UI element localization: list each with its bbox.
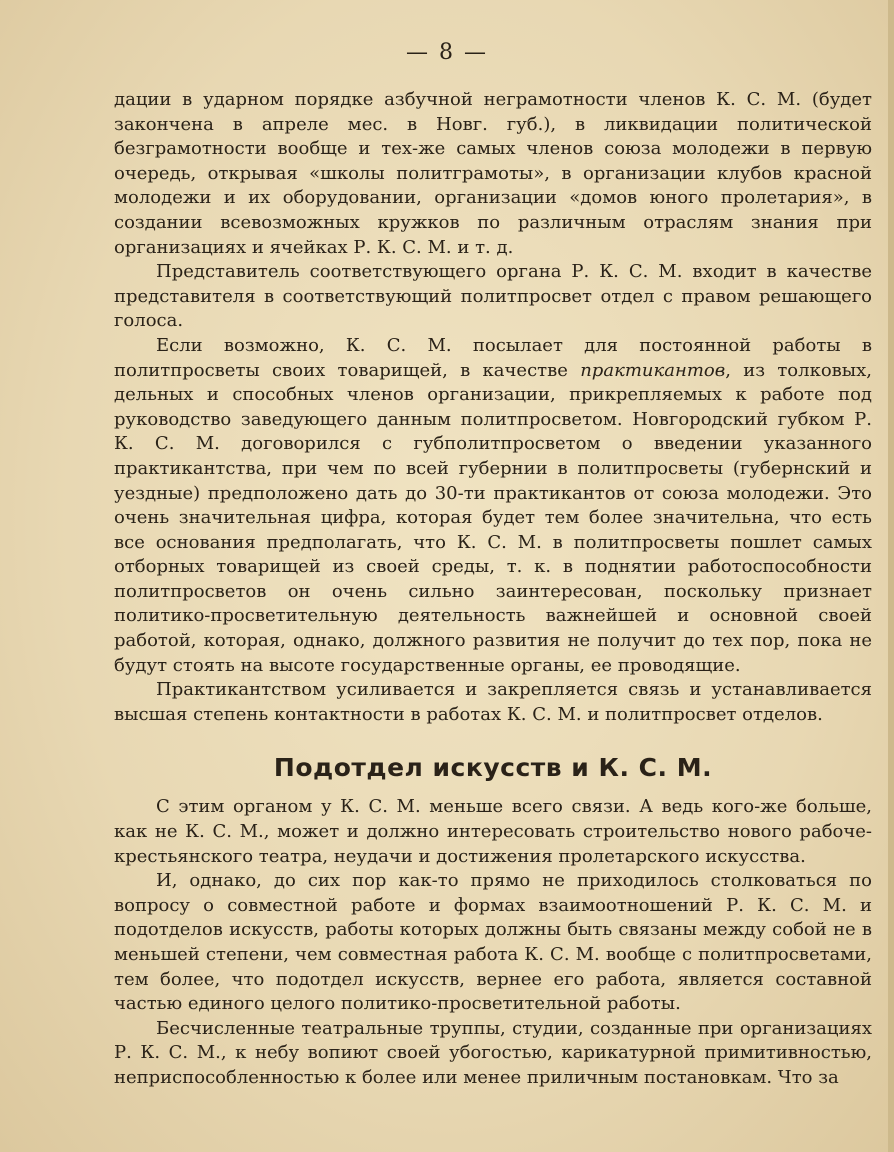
emphasized-text: практикантов xyxy=(580,359,726,381)
paragraph xyxy=(114,678,872,727)
paragraph-text: Бесчисленные театральные труппы, студии, созданные при организациях Р. К. С. М., к небу вопиют своей убогостью, карикатурной примитивностью, неприспособленностью к более или менее приличным постановкам. Что за xyxy=(114,1017,872,1088)
paragraph xyxy=(114,1017,872,1091)
paragraph xyxy=(114,795,872,869)
paragraph-text: Практикантством усиливается и закрепляется связь и устанавливается высшая степень контактности в работах К. С. М. и политпросвет отделов. xyxy=(114,679,872,725)
paragraph-text: Если возможно, К. С. М. посылает для постоянной работы в политпросветы своих товарищей, в качестве xyxy=(114,334,872,381)
page-number: — 8 — xyxy=(406,40,488,65)
paragraph xyxy=(114,260,872,334)
paragraph-text: , из толковых, дельных и способных членов организации, прикрепляемых к работе под руководство заведующего данным политпросветом. Новгородский губком Р. К. С. М. договорился с губполитпросветом о введении указанного практикантства, при чем по всей губернии в политпросветы (губернский и уездные) предположено дать до 30-ти практикантов от союза молодежи. Это очень значительная цифра, которая будет тем более значительна, что есть все основания предполагать, что К. С. М. в политпросветы пошлет самых отборных товарищей из своей среды, т. к. в поднятии работоспособности политпросветов он очень сильно заинтересован, поскольку признает политико-просветительную деятельность важнейшей и основной своей работой, которая, однако, должного развития не получит до тех пор, пока не будут стоять на высоте государственные органы, ее проводящие. xyxy=(114,359,872,676)
page-edge xyxy=(888,0,894,1152)
section-heading: Подотдел искусств и К. С. М. xyxy=(273,753,713,783)
paragraph-text: С этим органом у К. С. М. меньше всего связи. А ведь кого-же больше, как не К. С. М., может и должно интересовать строительство нового рабоче-крестьянского театра, неудачи и достижения пролетарского искусства. xyxy=(114,796,872,867)
body-text xyxy=(114,88,872,1091)
paragraph xyxy=(114,334,872,678)
paragraph xyxy=(114,88,872,260)
paragraph-text: Представитель соответствующего органа Р. К. С. М. входит в качестве представителя в соответствующий политпросвет отдел с правом решающего голоса. xyxy=(114,261,872,332)
paragraph xyxy=(114,869,872,1017)
paragraph-text: дации в ударном порядке азбучной неграмотности членов К. С. М. (будет закончена в апреле мес. в Новг. губ.), в ликвидации политической безграмотности вообще и тех-же самых членов союза молодежи в первую очередь, открывая «школы политграмоты», в организации клубов красной молодежи и их оборудовании, организации «домов юного пролетария», в создании всевозможных кружков по различным отраслям знания при организациях и ячейках Р. К. С. М. и т. д. xyxy=(114,89,872,258)
paragraph-text: И, однако, до сих пор как-то прямо не приходилось столковаться по вопросу о совместной работе и формах взаимоотношений Р. К. С. М. и подотделов искусств, работы которых должны быть связаны между собой не в меньшей степени, чем совместная работа К. С. М. вообще с политпросветами, тем более, что подотдел искусств, вернее его работа, является составной частью единого целого политико-просветительной работы. xyxy=(114,870,872,1015)
